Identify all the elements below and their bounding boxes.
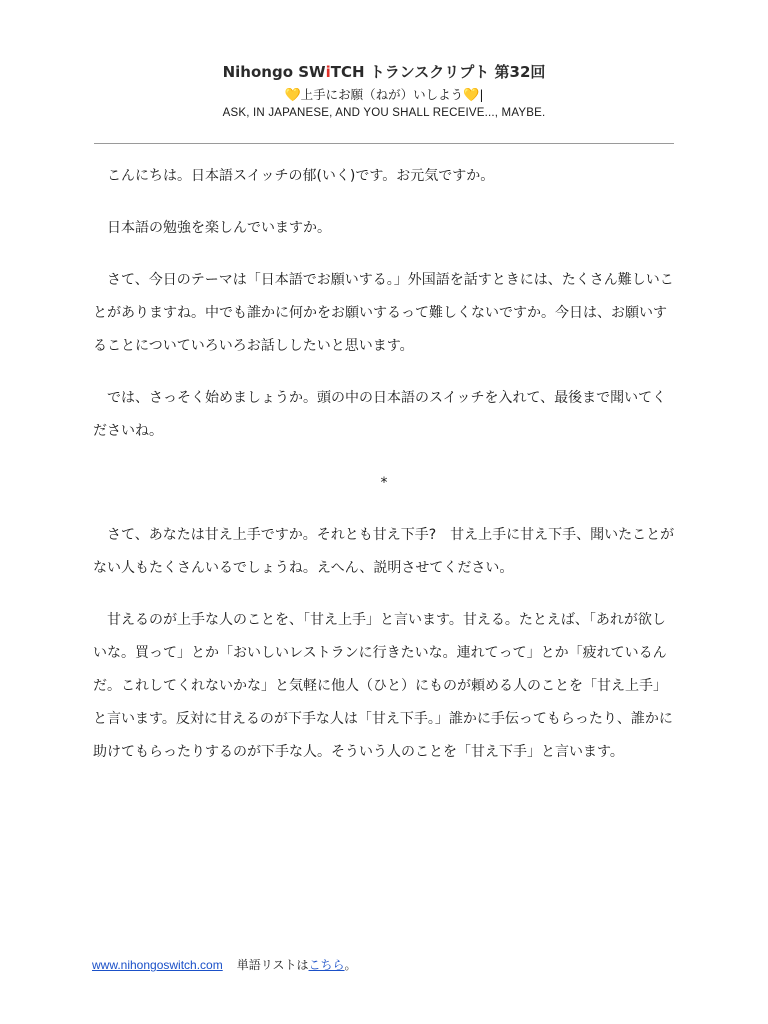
- document-title: [0, 60, 768, 84]
- episode-subtitle: [0, 86, 768, 105]
- document-header: [0, 60, 768, 121]
- section-separator: *: [380, 475, 388, 491]
- vocab-prefix: 単語リストは: [236, 958, 309, 972]
- subtitle-text: 上手にお願（ねが）いしよう: [300, 87, 464, 102]
- paragraph-amae-explanation: 甘えるのが上手な人のことを、「甘え上手」と言います。甘える。たとえば、「あれが欲しいな。買って」とか「おいしいレストランに行きたいな。連れてって」とか「疲れているんだ。これしてくれないかな」と気軽に他人（ひと）にものが頼める人のことを「甘え上手」と言います。反対に甘えるのが下手な人は「甘え下手。」誰かに手伝ってもらったり、誰かに助けてもらったりするのが下手な人。そういう人のことを「甘え下手」と言います。: [93, 612, 673, 760]
- paragraph-greeting: こんにちは。日本語スイッチの郁(いく)です。お元気ですか。: [107, 168, 495, 184]
- paragraph-theme: さて、今日のテーマは「日本語でお願いする。」外国語を話すときには、たくさん難しいことがありますね。中でも誰かに何かをお願いするって難しくないですか。今日は、お願いすることについていろいろお話ししたいと思います。: [93, 272, 674, 354]
- heart-icon-left: 💛: [284, 88, 301, 103]
- document-footer: [92, 956, 357, 974]
- heart-icon-right: 💛: [463, 88, 480, 103]
- title-suffix: TCH トランスクリプト 第32回: [330, 63, 546, 81]
- text-cursor: |: [479, 87, 484, 102]
- vocab-suffix: 。: [344, 958, 357, 972]
- site-link[interactable]: www.nihongoswitch.com: [92, 958, 223, 972]
- transcript-body: [93, 160, 675, 788]
- vocab-list-link[interactable]: こちら: [308, 958, 345, 972]
- paragraph-start: では、さっそく始めましょうか。頭の中の日本語のスイッチを入れて、最後まで聞いてくださいね。: [93, 390, 667, 439]
- header-divider: [94, 143, 674, 144]
- english-subtitle: ASK, IN JAPANESE, AND YOU SHALL RECEIVE..., MAYBE.: [222, 107, 546, 119]
- title-brand-i: i: [325, 63, 331, 81]
- paragraph-question: 日本語の勉強を楽しんでいますか。: [107, 220, 331, 236]
- title-prefix: Nihongo SW: [222, 63, 326, 81]
- paragraph-amae-intro: さて、あなたは甘え上手ですか。それとも甘え下手? 甘え上手に甘え下手、聞いたことがない人もたくさんいるでしょうね。えへん、説明させてください。: [93, 527, 675, 576]
